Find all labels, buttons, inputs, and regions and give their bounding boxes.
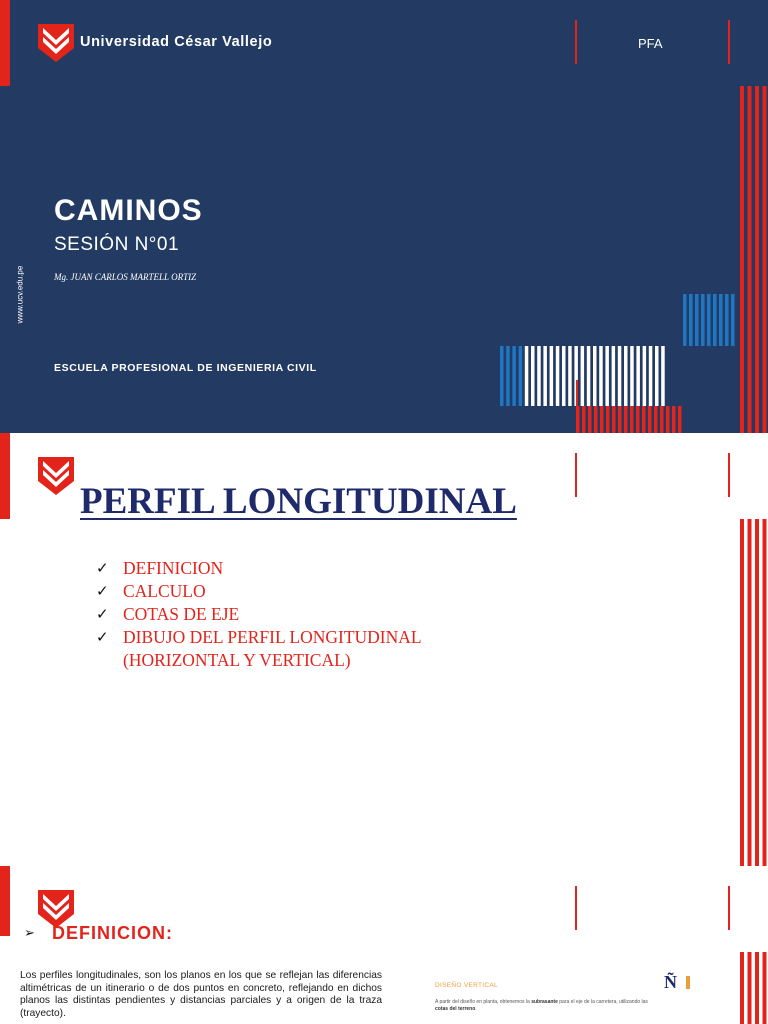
stripe bbox=[612, 346, 616, 406]
stripe bbox=[642, 406, 646, 433]
stripe bbox=[660, 406, 664, 433]
stripe bbox=[678, 406, 682, 433]
stripe bbox=[588, 406, 592, 433]
stripe bbox=[618, 406, 622, 433]
school-name: ESCUELA PROFESIONAL DE INGENIERIA CIVIL bbox=[54, 362, 317, 374]
list-item-continuation: (HORIZONTAL Y VERTICAL) bbox=[123, 650, 351, 670]
stripe bbox=[748, 519, 752, 866]
embedded-slide-title: DISEÑO VERTICAL bbox=[435, 982, 498, 989]
stripe bbox=[587, 346, 591, 406]
stripe bbox=[763, 519, 767, 866]
stripe bbox=[500, 346, 504, 406]
title-slide bbox=[0, 0, 768, 433]
stripe bbox=[506, 346, 510, 406]
website-url: www.ucv.edu.pe bbox=[15, 265, 25, 324]
stripe bbox=[713, 294, 717, 346]
stripe bbox=[683, 294, 687, 346]
slide-title: PERFIL LONGITUDINAL bbox=[80, 481, 517, 522]
stripe bbox=[531, 346, 535, 406]
stripe bbox=[648, 406, 652, 433]
checkmark-icon: ✓ bbox=[96, 559, 109, 577]
stripe bbox=[576, 380, 578, 433]
stripe bbox=[707, 294, 711, 346]
stripe bbox=[755, 86, 759, 433]
stripe bbox=[740, 519, 744, 866]
list-item: ✓ DEFINICION bbox=[96, 558, 224, 578]
stripe bbox=[695, 294, 699, 346]
stripe bbox=[568, 346, 572, 406]
embedded-slide-text: A partir del diseño en planta, obtenemos la subrasante para el eje de la carretera, utilizando las cotas del terreno. bbox=[435, 999, 648, 1012]
stripe bbox=[624, 346, 628, 406]
stripe bbox=[731, 294, 735, 346]
stripe bbox=[740, 86, 744, 433]
stripe bbox=[755, 519, 759, 866]
stripe bbox=[719, 294, 723, 346]
stripe bbox=[556, 346, 560, 406]
definition-slide bbox=[0, 866, 768, 1024]
stripe bbox=[755, 952, 759, 1024]
stripe bbox=[594, 406, 598, 433]
stripe bbox=[763, 952, 767, 1024]
list-item: ✓ CALCULO bbox=[96, 581, 206, 601]
stripe bbox=[512, 346, 516, 406]
university-name: Universidad César Vallejo bbox=[80, 34, 273, 50]
session-label: SESIÓN N°01 bbox=[54, 234, 180, 255]
stripe bbox=[654, 406, 658, 433]
header-tag: PFA bbox=[638, 36, 663, 51]
stripe bbox=[605, 346, 609, 406]
stripe bbox=[550, 346, 554, 406]
stripe bbox=[689, 294, 693, 346]
stripe bbox=[562, 346, 566, 406]
stripe bbox=[763, 86, 767, 433]
n-logo-icon: Ñ bbox=[664, 972, 677, 992]
stripe bbox=[649, 346, 653, 406]
stripe bbox=[666, 406, 670, 433]
stripe bbox=[655, 346, 659, 406]
stripe bbox=[701, 294, 705, 346]
checkmark-icon: ✓ bbox=[96, 605, 109, 623]
decorative-stripes bbox=[0, 433, 768, 866]
section-title: DEFINICION: bbox=[52, 923, 173, 943]
stripe bbox=[748, 86, 752, 433]
stripe bbox=[612, 406, 616, 433]
stripe bbox=[725, 294, 729, 346]
stripe bbox=[636, 406, 640, 433]
stripe bbox=[581, 346, 585, 406]
stripe bbox=[582, 406, 586, 433]
stripe bbox=[636, 346, 640, 406]
stripe bbox=[519, 346, 523, 406]
stripe bbox=[661, 346, 665, 406]
definition-paragraph: Los perfiles longitudinales, son los planos en los que se reflejan las diferencias altimétricas de un itinerario o de dos puntos en concreto, reflejando en dichos planos las distintas pendientes y distancias parciales y a origen de la traza (trayecto). bbox=[20, 970, 382, 1019]
author-name: Mg. JUAN CARLOS MARTELL ORTIZ bbox=[54, 272, 197, 282]
stripe bbox=[624, 406, 628, 433]
list-item: ✓ COTAS DE EJE bbox=[96, 604, 240, 624]
stripe bbox=[600, 406, 604, 433]
topics-slide bbox=[0, 433, 768, 866]
stripe bbox=[537, 346, 541, 406]
stripe bbox=[543, 346, 547, 406]
stripe bbox=[606, 406, 610, 433]
stripe bbox=[630, 346, 634, 406]
decorative-stripes bbox=[0, 866, 768, 1024]
stripe bbox=[593, 346, 597, 406]
stripe bbox=[525, 346, 529, 406]
stripe bbox=[630, 406, 634, 433]
checkmark-icon: ✓ bbox=[96, 628, 109, 646]
stripe bbox=[740, 952, 744, 1024]
stripe bbox=[599, 346, 603, 406]
stripe bbox=[748, 952, 752, 1024]
stripe bbox=[643, 346, 647, 406]
list-item: ✓ DIBUJO DEL PERFIL LONGITUDINAL bbox=[96, 627, 422, 647]
stripe bbox=[618, 346, 622, 406]
stripe bbox=[672, 406, 676, 433]
course-title: CAMINOS bbox=[54, 194, 203, 227]
decorative-stripes bbox=[0, 0, 768, 433]
checkmark-icon: ✓ bbox=[96, 582, 109, 600]
arrow-bullet-icon: ➢ bbox=[24, 926, 35, 941]
